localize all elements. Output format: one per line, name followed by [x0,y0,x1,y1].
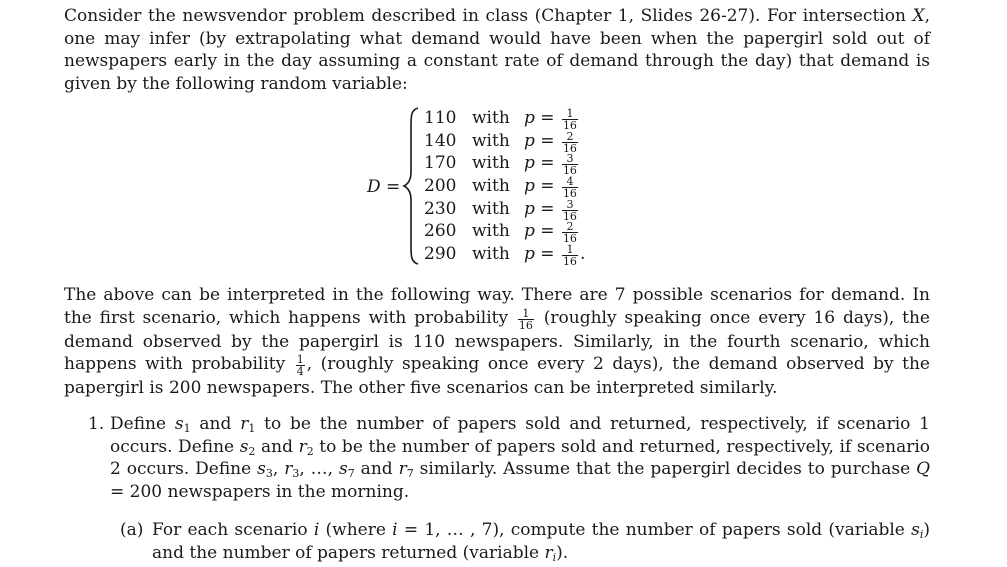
probability: p = $\frac{2}{16}$ [524,129,577,155]
demand-value: 110 [424,108,457,128]
probability: p = $\frac{1}{16}$ [524,107,577,132]
with-keyword: with [472,176,510,197]
with-keyword: with [472,221,510,242]
with-keyword: with [472,130,510,151]
demand-value: 170 [424,153,457,174]
demand-value: 140 [424,130,457,151]
equation-lhs: D = [367,177,401,197]
sub-item-label: (a) [120,520,144,540]
fraction-one-quarter: $\frac{1}{4}$ [296,353,304,378]
list-item-1 [88,413,930,503]
probability: p = $\frac{3}{16}$ [524,197,577,223]
list-number: 1. [88,414,105,434]
probability: p = $\frac{1}{16}$ . [524,243,586,269]
fraction-one-sixteenth: $\frac{1}{16}$ [518,306,533,332]
demand-case-row [424,220,585,246]
with-keyword: with [472,198,510,219]
with-keyword: with [472,108,510,128]
with-keyword: with [472,153,510,174]
demand-value: 230 [424,198,457,219]
interpretation-paragraph: The above can be interpreted in the following way. There are 7 possible scenarios for demand. In the first scenario, which happens with probability $\frac{1}{16}$ (roughly speaking once every 16 days), the demand observed by the papergirl is 110 newspapers. Similarly, in the fourth scenario, which happens with probability $\frac{1}{4}$ , (roughly speaking once every 2 days), the demand observed by the papergirl is 200 newspapers. The other five scenarios can be interpreted similarly. [64,285,930,398]
with-keyword: with [472,244,510,265]
demand-value: 290 [424,244,457,265]
probability: p = $\frac{2}{16}$ [524,220,577,246]
probability: p = $\frac{4}{16}$ [524,175,577,201]
left-brace-icon [402,106,422,266]
demand-value: 200 [424,176,457,197]
demand-case-row [424,198,585,221]
demand-case-row [424,107,585,130]
intro-paragraph: Consider the newsvendor problem described in class (Chapter 1, Slides 26-27). For intersection X, one may infer (by extrapolating what demand would have been when the papergirl sold out of newspapers early in the day assuming a constant rate of demand through the day) that demand is given by the following random variable: [64,6,930,94]
probability: p = $\frac{3}{16}$ [524,152,577,178]
variable-x: X [912,6,925,26]
sub-item-body: For each scenario i (where i = 1, … , 7), compute the number of papers sold (variable $s_i$) and the number of papers returned (variable $r_i$). [152,520,931,564]
demand-cases [424,107,586,269]
demand-case-row [424,175,585,201]
demand-case-row [424,243,586,269]
list-item-1a [120,519,930,564]
list-item-body: Define $s_1$ and $r_1$ to be the number of papers sold and returned, respectively, if scenario 1 occurs. Define $s_2$ and $r_2$ to be the number of papers sold and returned, respectively, if scenario 2 occurs. Define $s_3$, $r_3$, …, $s_7$ and $r_7$ similarly. Assume that the papergirl decides to purchase Q = 200 newspapers in the morning. [110,414,931,502]
demand-case-row [424,130,585,153]
demand-case-row [424,152,585,178]
demand-value: 260 [424,221,457,242]
